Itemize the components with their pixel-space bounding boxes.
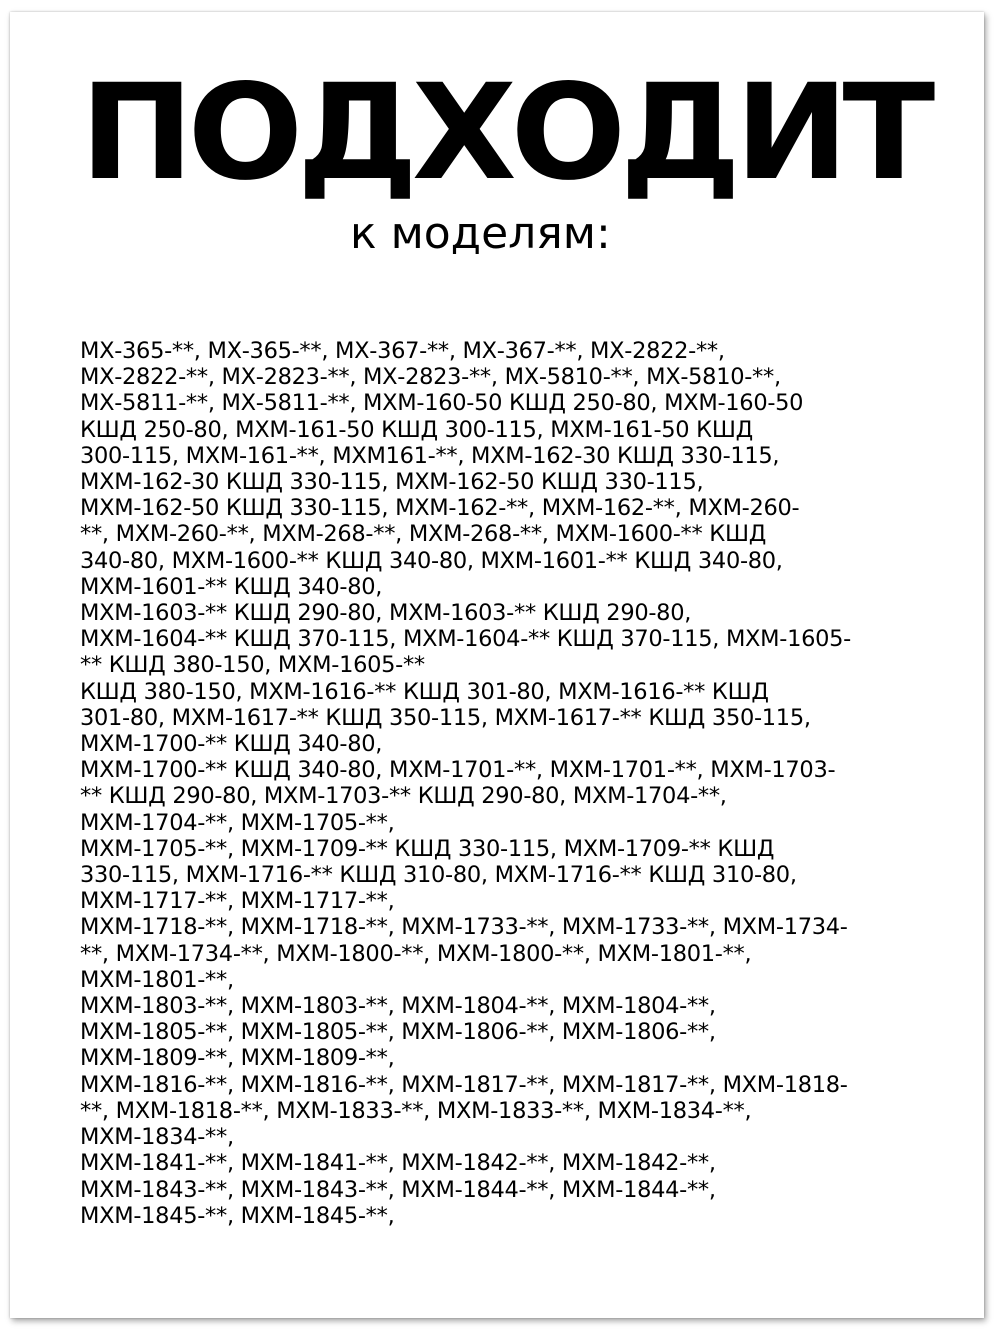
page-title: ПОДХОДИТ (80, 56, 930, 210)
models-line: МХМ-1700-** КШД 340-80, МХМ-1701-**, МХМ-1701-**, МХМ-1703- (80, 757, 836, 784)
models-line: МХМ-1805-**, МХМ-1805-**, МХМ-1806-**, МХМ-1806-**, (80, 1019, 716, 1046)
models-line: МХМ-1704-**, МХМ-1705-**, (80, 809, 395, 836)
models-line: МХМ-1700-** КШД 340-80, (80, 731, 383, 758)
models-line: **, МХМ-1818-**, МХМ-1833-**, МХМ-1833-**, МХМ-1834-**, (80, 1097, 752, 1124)
models-line: МХ-5811-**, МХ-5811-**, МХМ-160-50 КШД 250-80, МХМ-160-50 (80, 390, 804, 417)
page-subtitle: к моделям: (350, 208, 611, 259)
models-line: МХМ-1604-** КШД 370-115, МХМ-1604-** КШД 370-115, МХМ-1605- (80, 626, 851, 653)
models-line: МХМ-1843-**, МХМ-1843-**, МХМ-1844-**, МХМ-1844-**, (80, 1176, 716, 1203)
models-line: МХМ-162-30 КШД 330-115, МХМ-162-50 КШД 330-115, (80, 469, 704, 496)
models-line: 301-80, МХМ-1617-** КШД 350-115, МХМ-1617-** КШД 350-115, (80, 704, 811, 731)
models-line: **, МХМ-260-**, МХМ-268-**, МХМ-268-**, МХМ-1600-** КШД (80, 521, 766, 548)
models-line: **, МХМ-1734-**, МХМ-1800-**, МХМ-1800-**, МХМ-1801-**, (80, 940, 752, 967)
models-line: 330-115, МХМ-1716-** КШД 310-80, МХМ-1716-** КШД 310-80, (80, 862, 797, 889)
models-line: МХ-2822-**, МХ-2823-**, МХ-2823-**, МХ-5810-**, МХ-5810-**, (80, 364, 781, 391)
models-line: ** КШД 380-150, МХМ-1605-** (80, 652, 425, 679)
models-line: 340-80, МХМ-1600-** КШД 340-80, МХМ-1601-** КШД 340-80, (80, 547, 783, 574)
models-line: КШД 380-150, МХМ-1616-** КШД 301-80, МХМ-1616-** КШД (80, 678, 769, 705)
models-list (80, 338, 920, 1229)
models-line: МХМ-1803-**, МХМ-1803-**, МХМ-1804-**, МХМ-1804-**, (80, 993, 716, 1020)
models-line: МХМ-1718-**, МХМ-1718-**, МХМ-1733-**, МХМ-1733-**, МХМ-1734- (80, 914, 848, 941)
models-line: МХМ-1809-**, МХМ-1809-**, (80, 1045, 395, 1072)
models-line: МХМ-162-50 КШД 330-115, МХМ-162-**, МХМ-162-**, МХМ-260- (80, 495, 800, 522)
models-line: МХМ-1845-**, МХМ-1845-**, (80, 1202, 395, 1229)
models-line: МХ-365-**, МХ-365-**, МХ-367-**, МХ-367-**, МХ-2822-**, (80, 338, 725, 364)
models-line: МХМ-1705-**, МХМ-1709-** КШД 330-115, МХМ-1709-** КШД (80, 835, 775, 862)
models-line: МХМ-1801-**, (80, 966, 234, 993)
models-line: ** КШД 290-80, МХМ-1703-** КШД 290-80, МХМ-1704-**, (80, 783, 727, 810)
models-line: КШД 250-80, МХМ-161-50 КШД 300-115, МХМ-161-50 КШД (80, 416, 753, 443)
models-line: МХМ-1841-**, МХМ-1841-**, МХМ-1842-**, МХМ-1842-**, (80, 1150, 716, 1177)
models-line: МХМ-1603-** КШД 290-80, МХМ-1603-** КШД 290-80, (80, 600, 692, 627)
models-line: МХМ-1717-**, МХМ-1717-**, (80, 888, 395, 915)
models-line: МХМ-1834-**, (80, 1124, 234, 1151)
models-line: 300-115, МХМ-161-**, МХМ161-**, МХМ-162-30 КШД 330-115, (80, 442, 780, 469)
models-line: МХМ-1816-**, МХМ-1816-**, МХМ-1817-**, МХМ-1817-**, МХМ-1818- (80, 1071, 848, 1098)
models-line: МХМ-1601-** КШД 340-80, (80, 573, 383, 600)
